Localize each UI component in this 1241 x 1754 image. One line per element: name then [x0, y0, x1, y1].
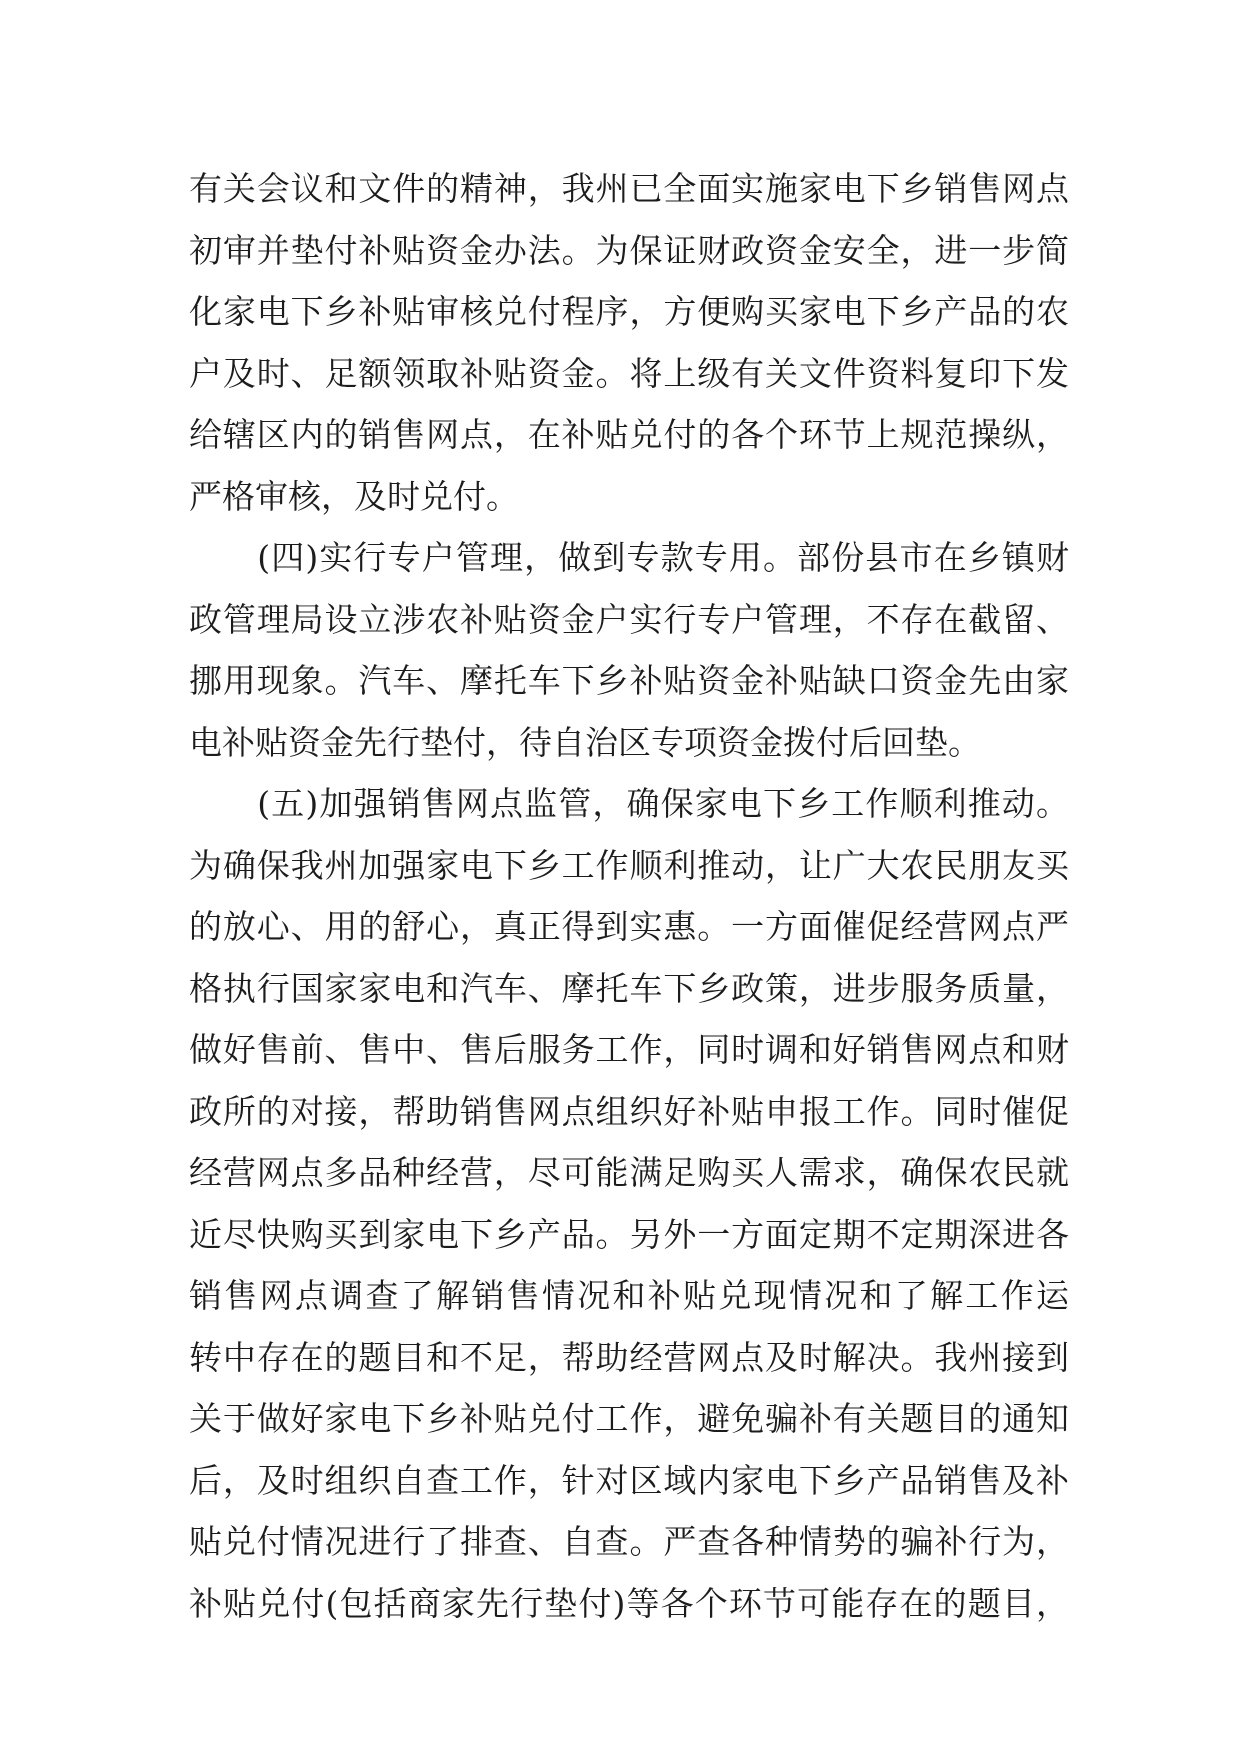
body-text	[189, 158, 1069, 1634]
text-line: 有关会议和文件的精神，我州已全面实施家电下乡销售网点	[189, 169, 1069, 208]
text-line: 转中存在的题目和不足，帮助经营网点及时解决。我州接到	[189, 1337, 1069, 1377]
text-line: 电补贴资金先行垫付，待自治区专项资金拨付后回垫。	[189, 722, 981, 762]
text-line: 挪用现象。汽车、摩托车下乡补贴资金补贴缺口资金先由家	[189, 661, 1069, 700]
text-line: 化家电下乡补贴审核兑付程序，方便购买家电下乡产品的农	[189, 292, 1069, 331]
text-line: 格执行国家家电和汽车、摩托车下乡政策，进步服务质量，	[189, 968, 1069, 1008]
text-line: 关于做好家电下乡补贴兑付工作，避免骗补有关题目的通知	[189, 1399, 1069, 1438]
text-line: 户及时、足额领取补贴资金。将上级有关文件资料复印下发	[189, 353, 1069, 393]
text-line: 贴兑付情况进行了排查、自查。严查各种情势的骗补行为，	[189, 1522, 1069, 1561]
text-line: (五)加强销售网点监管，确保家电下乡工作顺利推动。	[189, 784, 1069, 823]
text-line: (四)实行专户管理，做到专款专用。部份县市在乡镇财	[189, 538, 1069, 577]
text-line: 给辖区内的销售网点，在补贴兑付的各个环节上规范操纵，	[189, 415, 1069, 454]
text-line: 做好售前、售中、售后服务工作，同时调和好销售网点和财	[189, 1030, 1069, 1069]
text-line: 后，及时组织自查工作，针对区域内家电下乡产品销售及补	[189, 1460, 1069, 1500]
text-line: 的放心、用的舒心，真正得到实惠。一方面催促经营网点严	[189, 907, 1069, 946]
text-line: 政所的对接，帮助销售网点组织好补贴申报工作。同时催促	[189, 1091, 1069, 1131]
text-line: 为确保我州加强家电下乡工作顺利推动，让广大农民朋友买	[189, 845, 1069, 885]
text-line: 销售网点调查了解销售情况和补贴兑现情况和了解工作运	[189, 1276, 1069, 1315]
text-line: 严格审核，及时兑付。	[189, 476, 519, 516]
text-line: 初审并垫付补贴资金办法。为保证财政资金安全，进一步简	[189, 230, 1069, 270]
text-line: 政管理局设立涉农补贴资金户实行专户管理，不存在截留、	[189, 599, 1069, 639]
text-line: 经营网点多品种经营，尽可能满足购买人需求，确保农民就	[189, 1153, 1069, 1192]
text-line: 近尽快购买到家电下乡产品。另外一方面定期不定期深进各	[189, 1214, 1069, 1254]
text-line: 补贴兑付(包括商家先行垫付)等各个环节可能存在的题目，	[189, 1583, 1069, 1623]
